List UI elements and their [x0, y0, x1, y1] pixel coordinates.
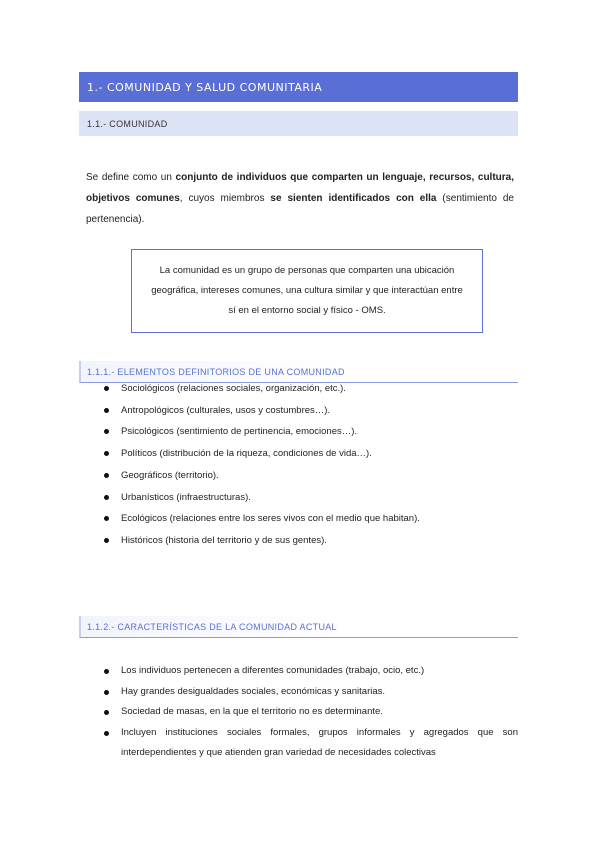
list-item-text: Antropológicos (culturales, usos y costumbres…).	[121, 404, 331, 416]
list-item	[104, 378, 518, 400]
list-item	[104, 508, 518, 530]
definition-part: (sentimiento de pertenencia).	[86, 193, 514, 225]
list-item	[104, 421, 518, 443]
bullet-icon	[104, 408, 109, 413]
section-heading-caracteristicas	[79, 616, 518, 638]
list-item-text: Geográficos (territorio).	[121, 469, 219, 481]
list-item	[104, 443, 518, 465]
bullet-icon	[104, 495, 109, 500]
section-heading-text: 1.1.1.- ELEMENTOS DEFINITORIOS DE UNA COMUNIDAD	[87, 366, 345, 377]
list-item-text: Urbanísticos (infraestructuras).	[121, 491, 251, 503]
list-item	[104, 723, 518, 764]
heading-level-2-text: 1.1.- COMUNIDAD	[87, 118, 168, 129]
quote-text: La comunidad es un grupo de personas que comparten una ubicación geográfica, intereses comunes, una cultura similar y que interactúan entre sí en el entorno social y físico - OMS.	[151, 265, 463, 316]
list-item-text: Sociedad de masas, en la que el territorio no es determinante.	[121, 706, 383, 718]
definition-part-bold: conjunto de individuos que comparten un lenguaje, recursos, cultura, objetivos comunes	[86, 172, 515, 204]
list-item	[104, 530, 518, 552]
list-item-text: Ecológicos (relaciones entre los seres vivos con el medio que habitan).	[121, 513, 420, 525]
quote-box	[131, 249, 483, 333]
list-item-text: Políticos (distribución de la riqueza, condiciones de vida…).	[121, 448, 372, 460]
list-item-text: Psicológicos (sentimiento de pertinencia, emociones…).	[121, 426, 358, 438]
list-item	[104, 400, 518, 422]
bullet-icon	[104, 538, 109, 543]
list-item-text: Históricos (historia del territorio y de sus gentes).	[121, 534, 327, 546]
bullet-icon	[104, 473, 109, 478]
bullet-icon	[104, 451, 109, 456]
list-item-text: Hay grandes desigualdades sociales, económicas y sanitarias.	[121, 685, 386, 697]
definition-part-bold: se sienten identificados con ella	[270, 193, 437, 204]
caracteristicas-list	[104, 661, 518, 764]
elementos-list	[104, 378, 518, 552]
bullet-icon	[104, 710, 109, 715]
definition-paragraph	[86, 167, 514, 230]
bullet-icon	[104, 690, 109, 695]
list-item	[104, 465, 518, 487]
bullet-icon	[104, 516, 109, 521]
list-item	[104, 487, 518, 509]
heading-level-1	[79, 72, 518, 102]
list-item-text: Sociológicos (relaciones sociales, organización, etc.).	[121, 383, 346, 394]
definition-part: , cuyos miembros	[179, 193, 271, 204]
list-item	[104, 682, 518, 703]
bullet-icon	[104, 386, 109, 391]
bullet-icon	[104, 731, 109, 736]
bullet-icon	[104, 669, 109, 674]
list-item	[104, 661, 518, 682]
heading-level-1-text: 1.- COMUNIDAD Y SALUD COMUNITARIA	[87, 80, 323, 94]
definition-part: Se define como un	[86, 172, 176, 183]
section-heading-text: 1.1.2.- CARACTERÍSTICAS DE LA COMUNIDAD ACTUAL	[87, 621, 337, 632]
bullet-icon	[104, 429, 109, 434]
list-item-text: Los individuos pertenecen a diferentes comunidades (trabajo, ocio, etc.)	[121, 665, 425, 676]
list-item-text: Incluyen instituciones sociales formales, grupos informales y agregados que son interdependientes y que atienden gran variedad de necesidades colectivas	[121, 726, 518, 759]
list-item	[104, 702, 518, 723]
heading-level-2	[79, 111, 518, 136]
